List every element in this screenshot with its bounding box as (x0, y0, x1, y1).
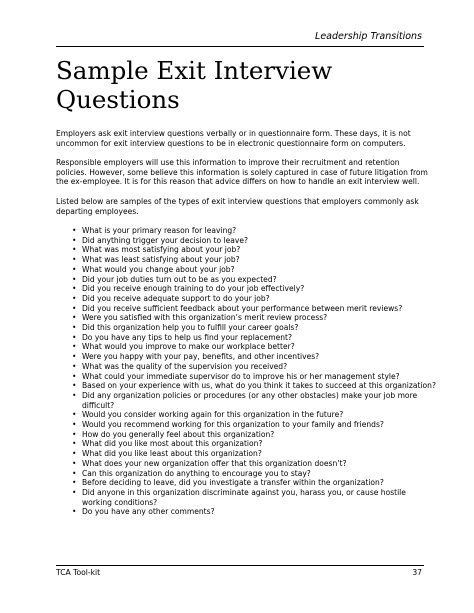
question-item (56, 255, 436, 265)
question-text: What could your immediate supervisor do to improve his or her management style? (82, 371, 400, 381)
question-item (56, 420, 436, 430)
question-text: Did you receive enough training to do your job effectively? (82, 284, 305, 294)
intro-paragraph-2: Responsible employers will use this information to improve their recruitment and retention policies. However, some believe this information is solely captured in case of future litigation from the ex-employee. It is for this reason that advice differs on how to handle an exit interview well. (56, 158, 428, 187)
question-text: Did any organization policies or procedures (or any other obstacles) make your job more difficult? (82, 390, 418, 410)
intro-paragraph-3: Listed below are samples of the types of exit interview questions that employers commonly ask departing employees. (56, 197, 419, 216)
question-text: Did you receive adequate support to do your job? (82, 293, 270, 303)
question-text: What was the quality of the supervision you received? (82, 361, 288, 371)
bullet-icon: • (72, 245, 77, 255)
question-item (56, 294, 436, 304)
question-text: What would you change about your job? (82, 264, 235, 274)
bullet-icon: • (72, 381, 77, 391)
question-item (56, 313, 436, 323)
question-item (56, 245, 436, 255)
question-text: What is your primary reason for leaving? (82, 226, 237, 235)
running-header: Leadership Transitions (315, 31, 422, 42)
question-text: What did you like most about this organization? (82, 439, 263, 449)
bullet-icon: • (72, 332, 77, 342)
header-rule (56, 46, 424, 47)
page-title-line-2: Questions (56, 85, 180, 114)
question-text: What would you improve to make our workplace better? (82, 342, 295, 352)
question-item (56, 362, 436, 372)
footer-rule (56, 565, 424, 566)
bullet-icon: • (72, 420, 77, 430)
bullet-icon: • (72, 313, 77, 323)
question-item (56, 226, 436, 236)
question-text: Did your job duties turn out to be as you expected? (82, 274, 277, 284)
question-item (56, 265, 436, 275)
question-text: Before deciding to leave, did you investigate a transfer within the organization? (82, 478, 384, 488)
bullet-icon: • (72, 303, 77, 313)
question-text: Do you have any tips to help us find your replacement? (82, 332, 292, 342)
question-item (56, 391, 436, 410)
bullet-icon: • (72, 487, 77, 497)
question-item (56, 478, 436, 488)
bullet-icon: • (72, 255, 77, 265)
question-item (56, 304, 436, 314)
page-title (56, 56, 332, 114)
question-text: Were you satisfied with this organization’s merit review process? (82, 313, 328, 323)
question-item (56, 352, 436, 362)
question-text: Do you have any other comments? (82, 507, 215, 517)
bullet-icon: • (72, 264, 77, 274)
question-text: How do you generally feel about this organization? (82, 429, 275, 439)
bullet-icon: • (72, 284, 77, 294)
question-text: Can this organization do anything to encourage you to stay? (82, 468, 311, 478)
bullet-icon: • (72, 390, 77, 400)
bullet-icon: • (72, 507, 77, 517)
question-item (56, 410, 436, 420)
bullet-icon: • (72, 342, 77, 352)
question-text: What was most satisfying about your job? (82, 245, 241, 255)
bullet-icon: • (72, 468, 77, 478)
question-item (56, 284, 436, 294)
page-number: 37 (412, 568, 422, 577)
question-item (56, 372, 436, 382)
bullet-icon: • (72, 410, 77, 420)
question-text: Did you receive sufficient feedback about your performance between merit reviews? (82, 303, 403, 313)
question-item (56, 439, 436, 449)
question-item (56, 459, 436, 469)
bullet-icon: • (72, 439, 77, 449)
question-item (56, 323, 436, 333)
question-item (56, 449, 436, 459)
question-text: Based on your experience with us, what do you think it takes to succeed at this organization? (82, 381, 436, 391)
bullet-icon: • (72, 361, 77, 371)
bullet-icon: • (72, 478, 77, 488)
question-item (56, 342, 436, 352)
bullet-icon: • (72, 458, 77, 468)
bullet-icon: • (72, 226, 77, 235)
bullet-icon: • (72, 323, 77, 333)
question-text: Did anything trigger your decision to leave? (82, 235, 248, 245)
page-title-line-1: Sample Exit Interview (56, 56, 333, 85)
intro-paragraph-1: Employers ask exit interview questions verbally or in questionnaire form. These days, it is not uncommon for exit interview questions to be in electronic questionnaire form on computers. (56, 129, 411, 148)
question-item (56, 430, 436, 440)
question-text: Did this organization help you to fulfill your career goals? (82, 323, 299, 333)
footer-title: TCA Tool-kit (56, 568, 101, 577)
question-list (56, 226, 436, 517)
question-item (56, 488, 436, 507)
bullet-icon: • (72, 274, 77, 284)
question-item (56, 333, 436, 343)
question-item (56, 236, 436, 246)
question-text: What did you like least about this organization? (82, 449, 262, 459)
bullet-icon: • (72, 293, 77, 303)
question-text: Would you recommend working for this organization to your family and friends? (82, 420, 384, 430)
question-text: What was least satisfying about your job? (82, 255, 240, 265)
question-text: Were you happy with your pay, benefits, and other incentives? (82, 352, 320, 362)
bullet-icon: • (72, 449, 77, 459)
question-item (56, 381, 436, 391)
bullet-icon: • (72, 352, 77, 362)
bullet-icon: • (72, 235, 77, 245)
question-text: Did anyone in this organization discriminate against you, harass you, or cause hostile working conditions? (82, 487, 406, 507)
question-text: What does your new organization offer that this organization doesn’t? (82, 458, 347, 468)
question-item (56, 507, 436, 517)
question-item (56, 275, 436, 285)
question-item (56, 469, 436, 479)
bullet-icon: • (72, 371, 77, 381)
question-text: Would you consider working again for this organization in the future? (82, 410, 344, 420)
bullet-icon: • (72, 429, 77, 439)
